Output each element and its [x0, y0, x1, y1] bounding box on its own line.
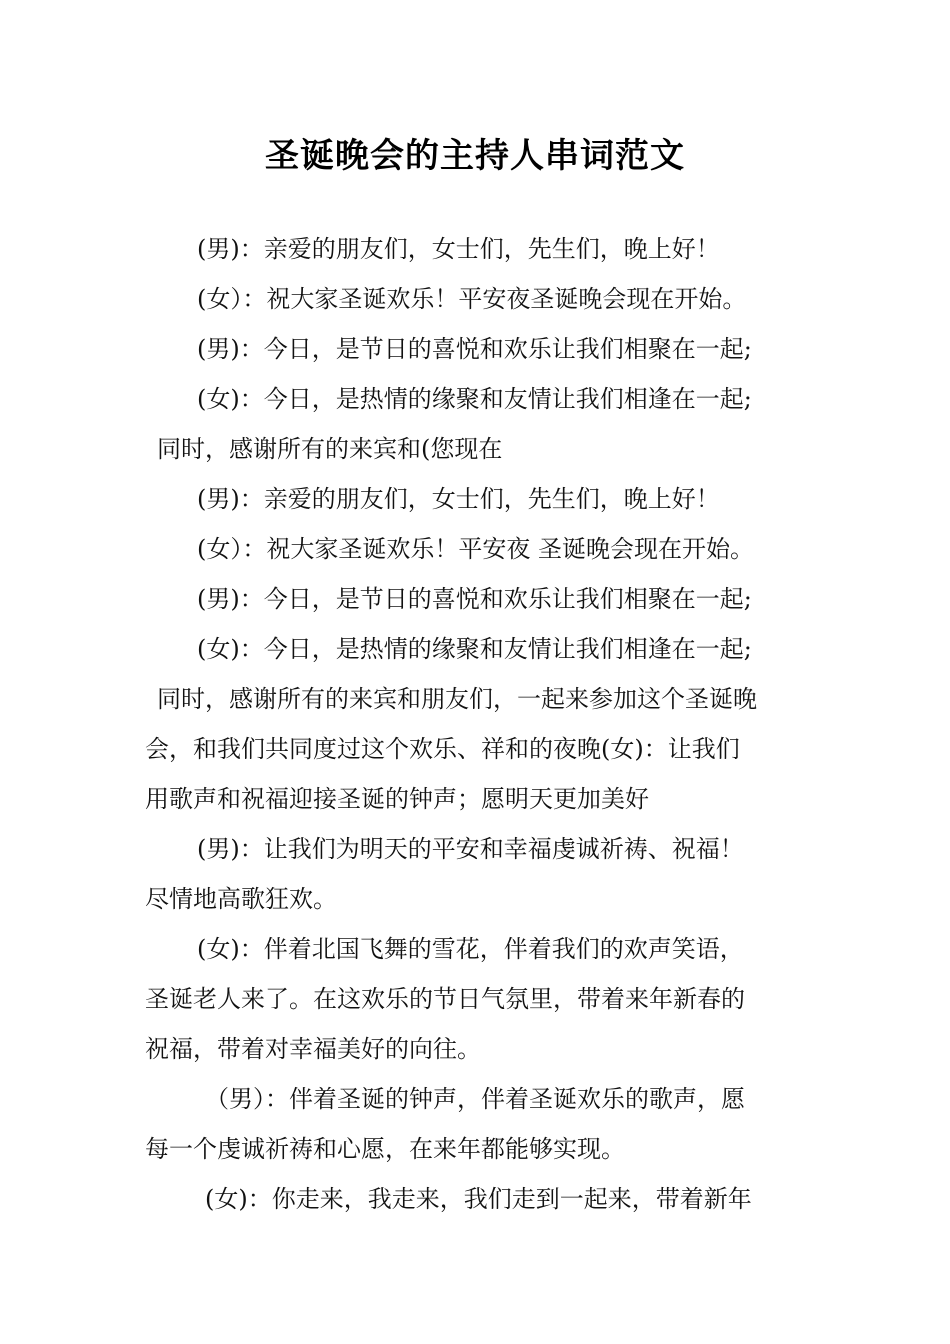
paragraph-line: (女）：祝大家圣诞欢乐！平安夜圣诞晚会现在开始。: [197, 285, 747, 313]
paragraph-line: (女)：你走来，我走来，我们走到一起来，带着新年: [205, 1185, 752, 1213]
paragraph-line: (男)：今日，是节日的喜悦和欢乐让我们相聚在一起;: [197, 335, 752, 363]
page-title: 圣诞晚会的主持人串词范文: [265, 136, 685, 176]
paragraph-line: 尽情地高歌狂欢。: [145, 885, 337, 913]
paragraph-line: 同时，感谢所有的来宾和(您现在: [157, 435, 503, 463]
paragraph-line: (女)：今日，是热情的缘聚和友情让我们相逢在一起;: [197, 635, 752, 663]
paragraph-line: 圣诞老人来了。在这欢乐的节日气氛里，带着来年新春的: [145, 985, 745, 1013]
paragraph-line: (男)：亲爱的朋友们，女士们，先生们，晚上好！: [197, 485, 720, 513]
paragraph-line: (女)：伴着北国飞舞的雪花，伴着我们的欢声笑语，: [197, 935, 744, 963]
paragraph-line: （男）：伴着圣诞的钟声，伴着圣诞欢乐的歌声，愿: [205, 1085, 745, 1113]
paragraph-line: 会，和我们共同度过这个欢乐、祥和的夜晚(女)：让我们: [145, 735, 740, 763]
paragraph-line: (男)：今日，是节日的喜悦和欢乐让我们相聚在一起;: [197, 585, 752, 613]
paragraph-line: (男)：让我们为明天的平安和幸福虔诚祈祷、祝福！: [197, 835, 744, 863]
paragraph-line: 祝福，带着对幸福美好的向往。: [145, 1035, 481, 1063]
paragraph-line: 同时，感谢所有的来宾和朋友们，一起来参加这个圣诞晚: [157, 685, 757, 713]
paragraph-line: 每一个虔诚祈祷和心愿，在来年都能够实现。: [145, 1135, 625, 1163]
paragraph-line: (男)：亲爱的朋友们，女士们，先生们，晚上好！: [197, 235, 720, 263]
paragraph-line: (女)：今日，是热情的缘聚和友情让我们相逢在一起;: [197, 385, 752, 413]
paragraph-line: 用歌声和祝福迎接圣诞的钟声；愿明天更加美好: [145, 785, 649, 813]
paragraph-line: (女）：祝大家圣诞欢乐！平安夜 圣诞晚会现在开始。: [197, 535, 754, 563]
